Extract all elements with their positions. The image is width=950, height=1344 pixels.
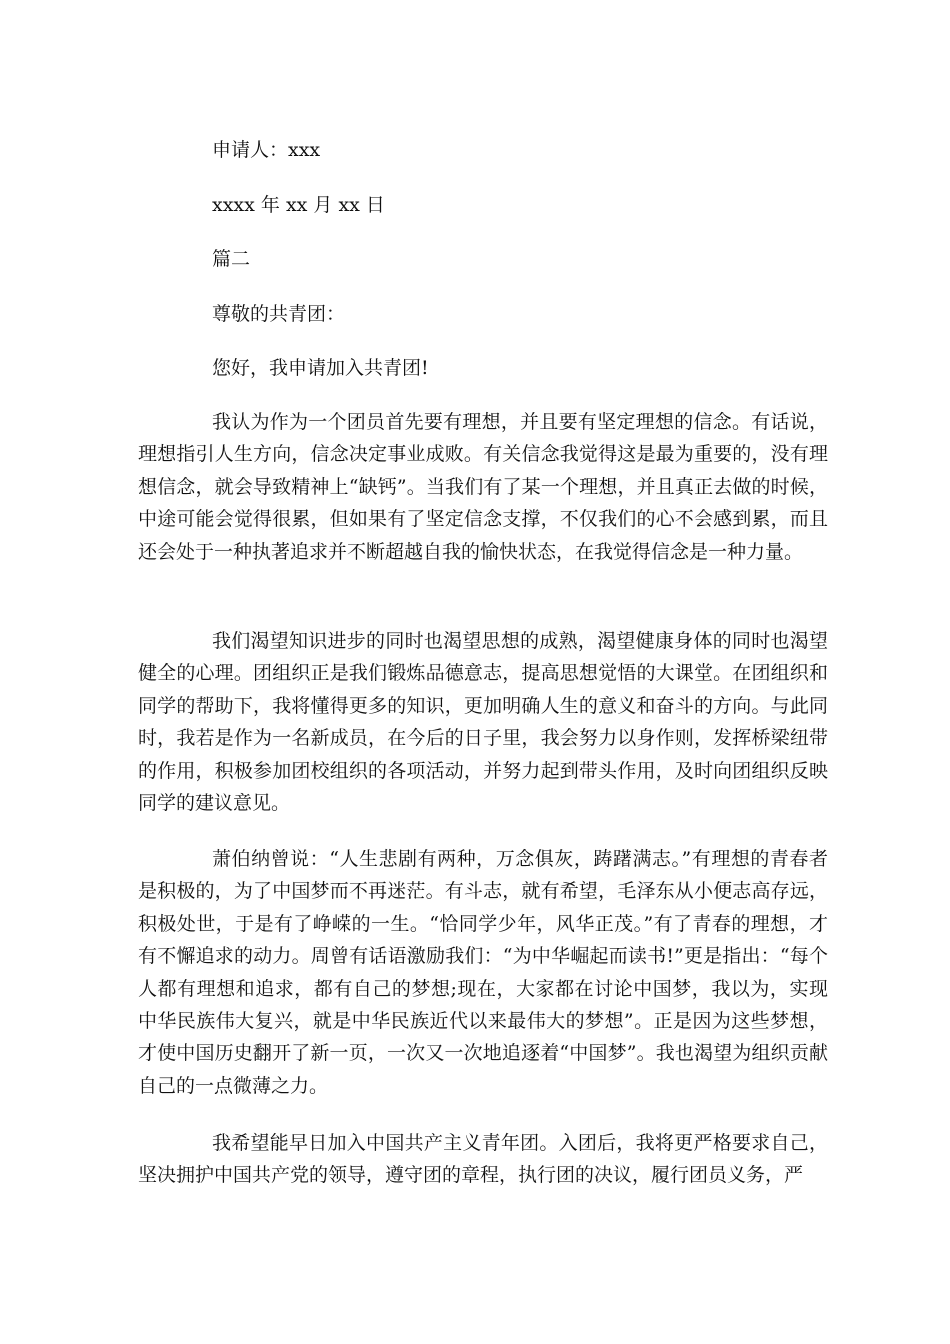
- salutation: 尊敬的共青团：: [212, 303, 346, 325]
- date-line: xxxx 年 xx 月 xx 日: [212, 194, 385, 216]
- paragraph-4: 我希望能早日加入中国共产主义青年团。入团后，我将更严格要求自己，坚决拥护中国共产党的领导，遵守团的章程，执行团的决议，履行团员义务，严: [138, 1132, 828, 1187]
- greeting: 您好，我申请加入共青团!: [212, 357, 429, 379]
- paragraph-1: 我认为作为一个团员首先要有理想，并且要有坚定理想的信念。有话说，理想指引人生方向，信念决定事业成败。有关信念我觉得这是最为重要的，没有理想信念，就会导致精神上“缺钙”。当我们有了某一个理想，并且真正去做的时候，中途可能会觉得很累，但如果有了坚定信念支撑，不仅我们的心不会感到累，而且还会处于一种执著追求并不断超越自我的愉快状态，在我觉得信念是一种力量。: [138, 411, 828, 563]
- section-heading: 篇二: [212, 248, 251, 270]
- paragraph-2: 我们渴望知识进步的同时也渴望思想的成熟，渴望健康身体的同时也渴望健全的心理。团组织正是我们锻炼品德意志，提高思想觉悟的大课堂。在团组织和同学的帮助下，我将懂得更多的知识，更加明确人生的意义和奋斗的方向。与此同时，我若是作为一名新成员，在今后的日子里，我会努力以身作则，发挥桥梁纽带的作用，积极参加团校组织的各项活动，并努力起到带头作用，及时向团组织反映同学的建议意见。: [138, 630, 828, 815]
- applicant-line: 申请人：xxx: [212, 139, 321, 161]
- paragraph-3: 萧伯纳曾说：“人生悲剧有两种，万念俱灰，踌躇满志。”有理想的青春者是积极的，为了中国梦而不再迷茫。有斗志，就有希望，毛泽东从小便志高存远，积极处世，于是有了峥嵘的一生。“恰同学少年，风华正茂。”有了青春的理想，才有不懈追求的动力。周曾有话语激励我们：“为中华崛起而读书!”更是指出：“每个人都有理想和追求，都有自己的梦想;现在，大家都在讨论中国梦，我以为，实现中华民族伟大复兴，就是中华民族近代以来最伟大的梦想”。正是因为这些梦想，才使中国历史翻开了新一页，一次又一次地追逐着“中国梦”。我也渴望为组织贡献自己的一点微薄之力。: [138, 848, 828, 1097]
